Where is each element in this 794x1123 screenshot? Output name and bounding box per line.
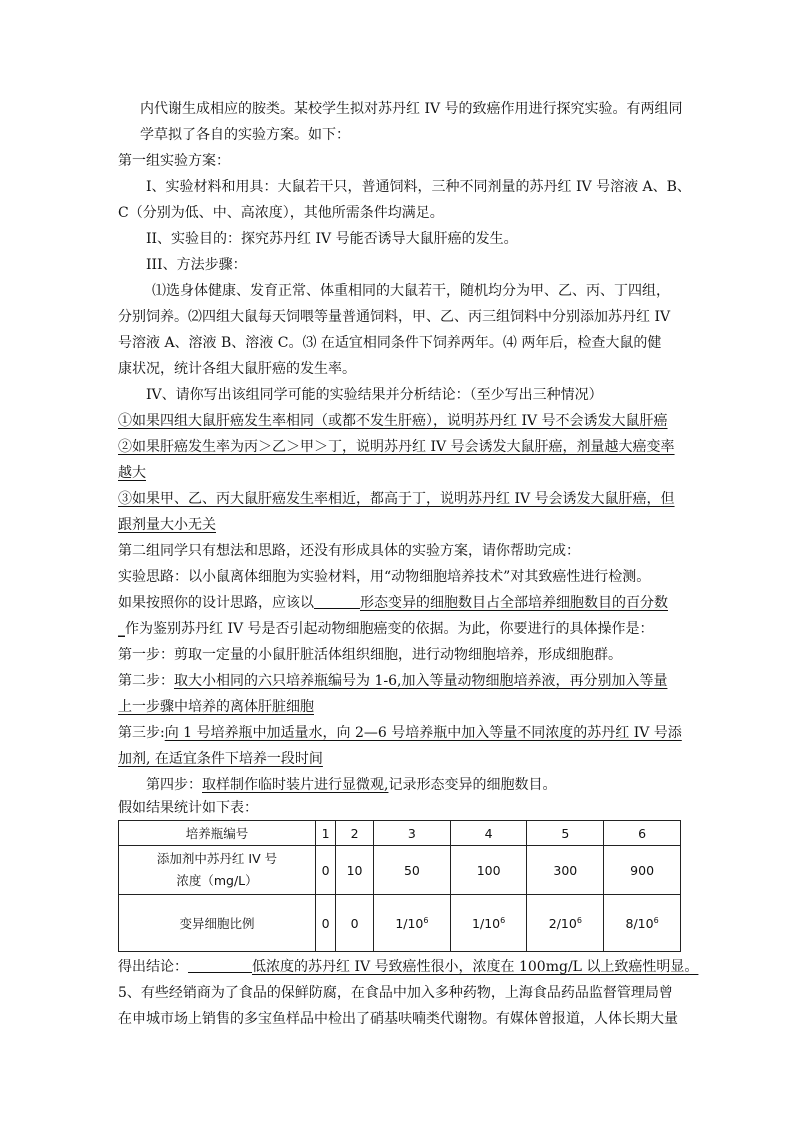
- answer-text: 形态变异的细胞数目占全部培养细胞数目的百分数: [360, 595, 668, 611]
- answer-text: 跟剂量大小无关: [118, 517, 216, 533]
- table-header-cell: 4: [450, 821, 527, 846]
- answer-text: ①如果四组大鼠肝癌发生率相同（或都不发生肝癌），说明苏丹红 IV 号不会诱发大鼠肝癌: [118, 413, 668, 429]
- table-header-cell: 2: [336, 821, 374, 846]
- paragraph-line: III、方法步骤：: [146, 257, 247, 273]
- paragraph-line: 号溶液 A、溶液 B、溶液 C。⑶ 在适宜相同条件下饲养两年。⑷ 两年后，检查大鼠的健: [118, 335, 662, 351]
- paragraph-line: 假如结果统计如下表：: [118, 800, 258, 816]
- table-cell: 50: [374, 846, 451, 895]
- table-row: [119, 895, 681, 952]
- table-cell: 100: [450, 846, 527, 895]
- answer-blank: [314, 594, 360, 609]
- paragraph-line: 内代谢生成相应的胺类。某校学生拟对苏丹红 IV 号的致癌作用进行探究实验。有两组同: [140, 101, 683, 117]
- row-label-line: 浓度（mg/L）: [176, 873, 258, 888]
- answer-text: 取大小相同的六只培养瓶编号为 1-6,加入等量动物细胞培养液，再分别加入等量: [174, 673, 668, 689]
- paragraph-line: 在申城市场上销售的多宝鱼样品中检出了硝基呋喃类代谢物。有媒体曾报道，人体长期大量: [118, 1011, 678, 1027]
- table-row: [119, 821, 681, 846]
- table-header-cell: 培养瓶编号: [119, 821, 316, 846]
- paragraph-line: II、实验目的：探究苏丹红 IV 号能否诱导大鼠肝癌的发生。: [146, 231, 518, 247]
- table-header-cell: 3: [374, 821, 451, 846]
- table-header-cell: 6: [604, 821, 681, 846]
- answer-text: ②如果肝癌发生率为丙＞乙＞甲＞丁，说明苏丹红 IV 号会诱发大鼠肝癌，剂量越大癌变率: [118, 439, 675, 455]
- answer-text: 加剂, 在适宜条件下培养一段时间: [118, 751, 323, 767]
- paragraph-text: 记录形态变异的细胞数目。: [388, 777, 557, 793]
- question-line: IV、请你写出该组同学可能的实验结果并分析结论：（至少写出三种情况）: [146, 387, 603, 403]
- paragraph-line: 学草拟了各自的实验方案。如下：: [140, 127, 350, 143]
- table-cell: 0: [316, 895, 336, 952]
- table-cell: $1/10^6$: [374, 895, 451, 952]
- table-cell: 10: [336, 846, 374, 895]
- step-label: 第四步：: [146, 777, 202, 793]
- paragraph-line: 康状况，统计各组大鼠肝癌的发生率。: [118, 361, 356, 377]
- table-cell: $1/10^6$: [450, 895, 527, 952]
- step-label: 第三步:: [118, 725, 165, 741]
- table-row: [119, 846, 681, 895]
- paragraph-line: 第二组同学只有想法和思路，还没有形成具体的实验方案，请你帮助完成：: [118, 543, 580, 559]
- row-label-line: 添加剂中苏丹红 IV 号: [156, 851, 278, 866]
- paragraph-line: 实验思路：以小鼠离体细胞为实验材料，用“动物细胞培养技术”对其致癌性进行检测。: [118, 569, 651, 585]
- paragraph-line: 第一步：剪取一定量的小鼠肝脏活体组织细胞，进行动物细胞培养，形成细胞群。: [118, 647, 622, 663]
- answer-text: 取样制作临时装片进行显微观,: [202, 777, 389, 793]
- table-row-label: 变异细胞比例: [119, 895, 316, 952]
- paragraph-text: 作为鉴别苏丹红 IV 号是否引起动物细胞癌变的依据。为此，你要进行的具体操作是：: [125, 621, 654, 637]
- paragraph-text: 得出结论：: [118, 959, 188, 975]
- answer-text: 上一步骤中培养的离体肝脏细胞: [118, 699, 314, 715]
- table-header-cell: 5: [527, 821, 604, 846]
- table-header-cell: 1: [316, 821, 336, 846]
- table-cell: 0: [316, 846, 336, 895]
- answer-text: _: [118, 621, 125, 637]
- answer-text: 向 1 号培养瓶中加适量水，向 2—6 号培养瓶中加入等量不同浓度的苏丹红 IV 号添: [164, 725, 682, 741]
- paragraph-line: ⑴选身体健康、发育正常、体重相同的大鼠若干，随机均分为甲、乙、丙、丁四组，: [152, 283, 670, 299]
- paragraph-line: I、实验材料和用具：大鼠若干只，普通饲料，三种不同剂量的苏丹红 IV 号溶液 A、B、: [146, 179, 691, 195]
- paragraph-text: 如果按照你的设计思路，应该以: [118, 595, 314, 611]
- answer-text: 低浓度的苏丹红 IV 号致癌性很小，浓度在 100mg/L 以上致癌性明显。: [252, 959, 699, 975]
- table-cell: $8/10^6$: [604, 895, 681, 952]
- step-label: 第二步：: [118, 673, 174, 689]
- answer-blank: [188, 958, 252, 973]
- table-cell: $2/10^6$: [527, 895, 604, 952]
- answer-text: 越大: [118, 465, 146, 481]
- document-page: [118, 96, 699, 1032]
- results-table: [118, 820, 681, 952]
- table-cell: 0: [336, 895, 374, 952]
- table-cell: 300: [527, 846, 604, 895]
- table-cell: 900: [604, 846, 681, 895]
- answer-text: ③如果甲、乙、丙大鼠肝癌发生率相近，都高于丁，说明苏丹红 IV 号会诱发大鼠肝癌，但: [118, 491, 675, 507]
- table-row-label: [119, 846, 316, 895]
- paragraph-line: C（分别为低、中、高浓度），其他所需条件均满足。: [118, 205, 444, 221]
- paragraph-line: 分别饲养。⑵四组大鼠每天饲喂等量普通饲料，甲、乙、丙三组饲料中分别添加苏丹红 IV: [118, 309, 671, 325]
- paragraph-line: 5、有些经销商为了食品的保鲜防腐，在食品中加入多种药物，上海食品药品监督管理局曾: [118, 985, 673, 1001]
- section-heading: 第一组实验方案：: [118, 153, 230, 169]
